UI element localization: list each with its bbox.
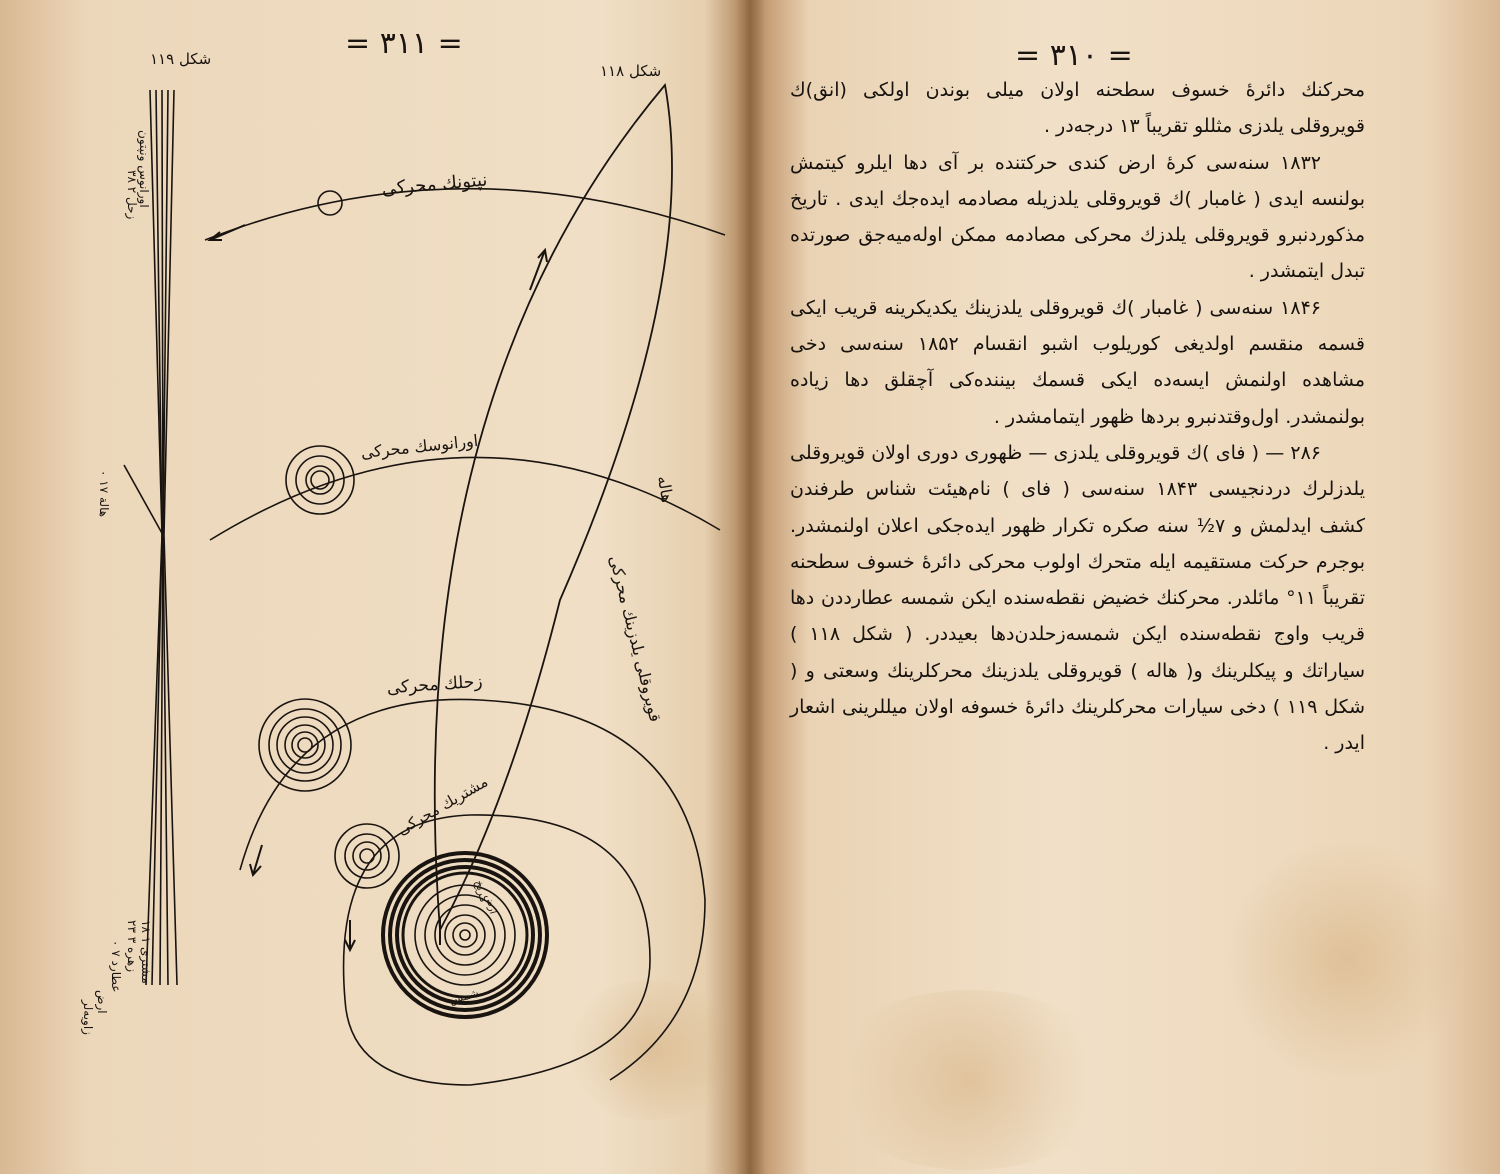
arrow-icon: [210, 225, 245, 240]
fig119-label-earth: ارض: [95, 990, 109, 1014]
page-number-left: = ۳۱۱ =: [345, 26, 463, 61]
saturn-orbit-label: زحلك محرکی: [386, 671, 484, 699]
fig119-label-halley: هالة ۱۷ ۰: [97, 470, 111, 518]
fig119-label-mercury: عطارد ۷ ۰: [109, 940, 123, 993]
earth-label: ارض: [482, 893, 499, 916]
figure-119-caption: شکل ۱۱۹: [150, 50, 212, 68]
saturn-planet: [259, 699, 351, 791]
mars-label: مریخ: [472, 878, 491, 904]
uranus-orbit-label: اورانوسك محرکی: [359, 430, 479, 463]
page-number-right: = ۳۱۰ =: [1015, 38, 1133, 73]
figure-119-inclination-lines: [124, 90, 177, 985]
halley-label: هاله: [653, 474, 678, 504]
paragraph: محرکنك دائرۀ خسوف سطحنه اولان میلی بوندن اولکی (انق)ك قویروقلی یلدزی مثللو تقریباً ۱۳ درجه‌در .: [790, 79, 1365, 138]
fig119-label-other: زاویه‌لر: [81, 1000, 95, 1035]
neptune-orbit-label: نپتونك محرکی: [380, 169, 489, 200]
paragraph: ۲۸۶ — ( فای )ك قویروقلی یلدزی — ظهوری دوری اولان قویروقلی یلدزلرك دردنجیسی ۱۸۴۳ سنه‌سی ( فای ) نام‌هیئت شناس طرفندن کشف ایدلمش و ۷½ سنه صکره تکرار ظهور ایده‌جکی اعلان اولنمشدر. بوجرم حرکت مستقیمه ایله متحرك اولوب محرکی دائرۀ خسوف سطحنه تقریباً ۱۱° مائلدر. محرکنك خضیض نقطه‌سنده ایکن شمسه عطارددن دها قریب واوج نقطه‌سنده ایکن شمسه‌زحلدن‌دها بعیددر. ( شکل ۱۱۸ ) سیاراتك و پیکلرینك و( هاله ) قویروقلی یلدزینك محرکلرینك وسعتی و ( شکل ۱۱۹ ) دخی سیارات محرکلرینك دائرۀ خسوفه اولان میللرینی اشعار ایدر .: [790, 441, 1366, 755]
figure-118-caption: شکل ۱۱۸: [600, 62, 662, 80]
fig119-label-jupiter: مشتری ۱ ۱۸: [139, 920, 153, 984]
fig119-label-saturn: زحل ۲ ۳۸: [125, 170, 139, 220]
fig119-label-venus: زهره ۳ ۲۳: [125, 920, 139, 973]
paper-stain: [820, 990, 1120, 1170]
paragraph: ۱۸۴۶ سنه‌سی ( غامبار )ك قویروقلی یلدزینك یکدیکرینه قریب ایکی قسمه منقسم اولدیغی کوریلوب اشبو انقسام ۱۸۵۲ سنه‌سی دخی مشاهده اولنمش ایسه‌ده ایکی قسمك بیننده‌کی آچقلق دها زیاده بولنمشدر. اول‌وقتدنبرو بردها ظهور ایتمامشدر .: [790, 296, 1366, 428]
sun-label: شمس: [448, 986, 481, 1007]
fig119-label-uranus-neptune: اورانوس ونپتون: [137, 130, 151, 208]
comet-orbit-label: قویروقلی یلدزینك محرکی: [605, 553, 666, 724]
paper-stain: [1230, 830, 1460, 1090]
neptune-orbit: [205, 189, 725, 240]
orbit-diagram: [0, 0, 740, 1174]
halley-comet-orbit: [435, 85, 672, 930]
paragraph: ۱۸۳۲ سنه‌سی کرۀ ارض کندی حرکتنده بر آی دها ایلرو کیتمش بولنسه ایدی ( غامبار )ك قویروقلی یلدزیله مصادمه ایده‌جك ایدی . تاریخ مذکوردنبرو قویروقلی یلدزك محرکی مصادمه ممکن اوله‌میه‌جق صورتده تبدل ایتمشدر .: [790, 151, 1365, 283]
jupiter-orbit-label: مشتریك محرکی: [394, 772, 491, 839]
right-page-text: [790, 72, 1365, 762]
